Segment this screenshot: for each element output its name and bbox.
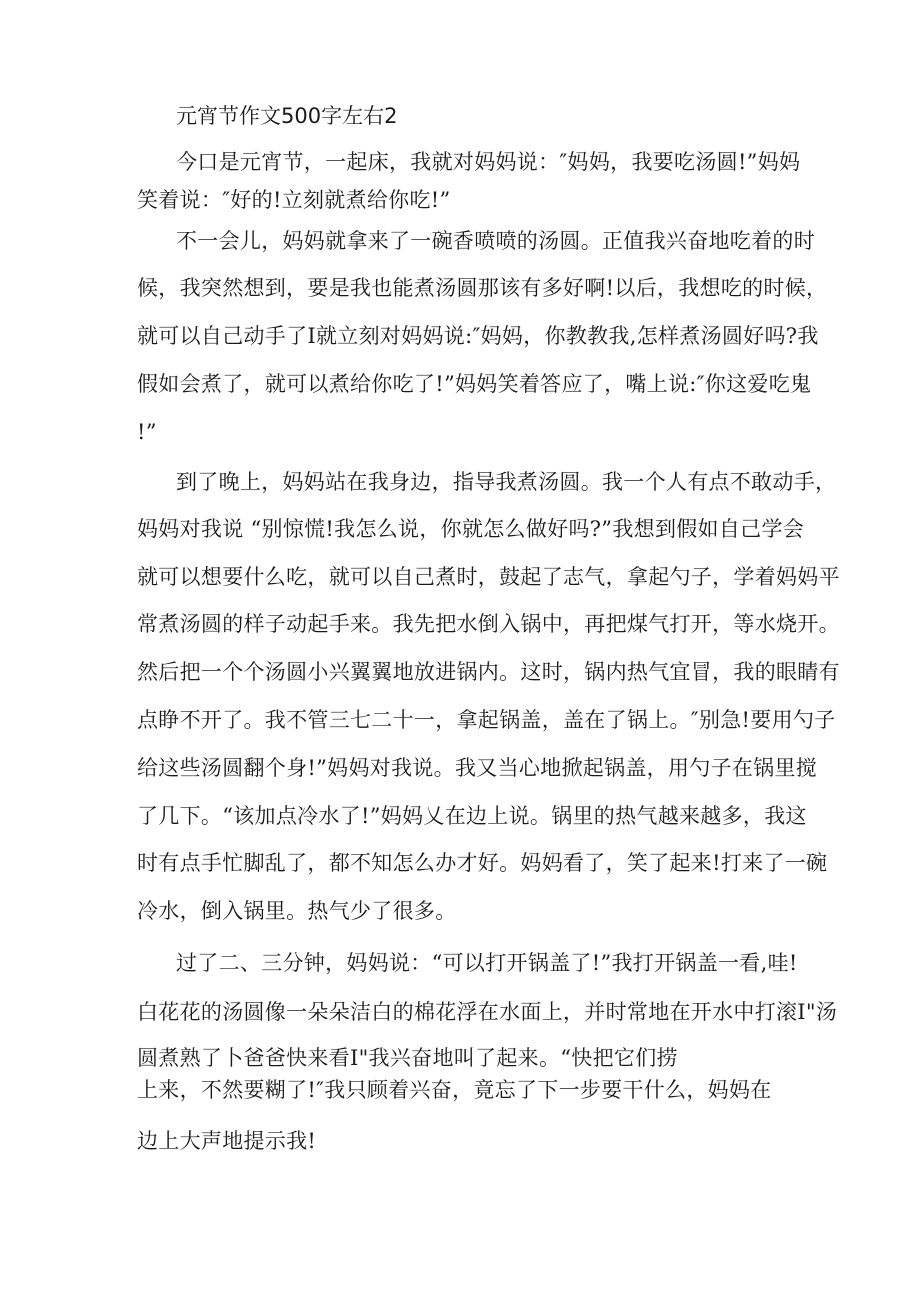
paragraph-line: 了几下。“该加点冷水了!”妈妈乂在边上说。锅里的热气越来越多，我这 [137, 804, 807, 828]
paragraph-line: 笑着说：″好的!立刻就煮给你吃!” [137, 188, 451, 212]
paragraph-line: 白花花的汤圆像一朵朵洁白的棉花浮在水面上，并时常地在开水中打滚I"汤 [137, 1000, 838, 1024]
paragraph-line: 圆煮熟了卜爸爸快来看I"我兴奋地叫了起来。“快把它们捞 [137, 1046, 678, 1070]
paragraph-line: 上来，不然要糊了!″我只顾着兴奋，竟忘了下一步要干什么，妈妈在 [137, 1078, 772, 1102]
paragraph-line: !” [137, 420, 157, 444]
paragraph-line: 就可以想要什么吃，就可以自己煮时，鼓起了志气，拿起勺子，学着妈妈平 [137, 565, 840, 589]
paragraph-line: 冷水，倒入锅里。热气少了很多。 [137, 899, 457, 923]
paragraph-line: 到了晚上，妈妈站在我身边，指导我煮汤圆。我一个人有点不敢动手， [176, 470, 837, 494]
paragraph-line: 边上大声地提示我! [137, 1129, 317, 1153]
document-title: 元宵节作文500字左右2 [176, 104, 398, 128]
paragraph-line: 给这些汤圆翻个身!”妈妈对我说。我又当心地掀起锅盖，用勺子在锅里搅 [137, 756, 818, 780]
paragraph-line: 然后把一个个汤圆小兴翼翼地放进锅内。这时，锅内热气宜冒，我的眼睛有 [137, 660, 840, 684]
paragraph-line: 假如会煮了，就可以煮给你吃了!”妈妈笑着答应了，嘴上说:″你这爱吃鬼 [137, 372, 812, 396]
paragraph-line: 就可以自己动手了I就立刻对妈妈说:″妈妈，你教教我,怎样煮汤圆好吗?我 [137, 324, 819, 348]
paragraph-line: 过了二、三分钟，妈妈说：“可以打开锅盖了!”我打开锅盖一看,哇! [176, 951, 798, 975]
paragraph-line: 妈妈对我说 “别惊慌!我怎么说，你就怎么做好吗?”我想到假如自己学会 [137, 517, 805, 541]
paragraph-line: 常煮汤圆的样子动起手来。我先把水倒入锅中，再把煤气打开，等水烧开。 [137, 612, 840, 636]
paragraph-line: 今口是元宵节，一起床，我就对妈妈说：″妈妈，我要吃汤圆!”妈妈 [176, 150, 801, 174]
paragraph-line: 时有点手忙脚乱了，都不知怎么办才好。妈妈看了，笑了起来!打来了一碗 [137, 851, 828, 875]
paragraph-line: 候，我突然想到，要是我也能煮汤圆那该有多好啊!以后，我想吃的时候， [137, 276, 828, 300]
paragraph-line: 不一会儿，妈妈就拿来了一碗香喷喷的汤圆。正值我兴奋地吃着的时 [176, 229, 815, 253]
paragraph-line: 点睁不开了。我不管三七二十一，拿起锅盖，盖在了锅上。″别急!要用勺子 [137, 708, 836, 732]
